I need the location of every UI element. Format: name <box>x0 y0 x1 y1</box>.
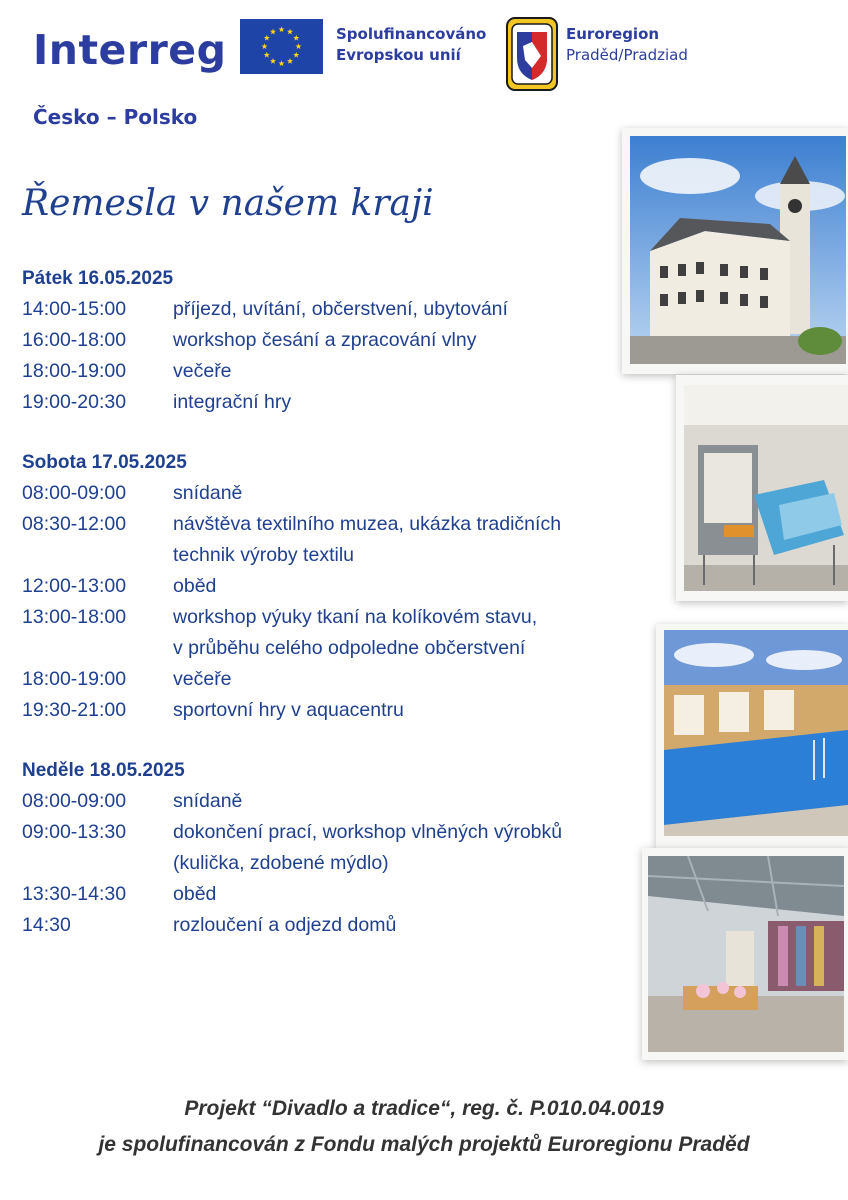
schedule-row <box>22 540 662 571</box>
day-gap <box>22 726 662 755</box>
eu-flag-icon <box>240 19 323 74</box>
photo-frame-textile-museum <box>676 375 848 601</box>
eu-star-icon <box>293 52 299 58</box>
schedule-time: 09:00-13:30 <box>22 821 127 843</box>
schedule-activity: sportovní hry v aquacentru <box>173 699 404 721</box>
schedule-row <box>22 356 662 387</box>
eu-star-icon <box>261 43 267 49</box>
program-schedule <box>22 263 662 941</box>
aquacentre-photo <box>664 630 848 836</box>
schedule-time: 19:00-20:30 <box>22 391 127 413</box>
photo-frame-exhibition <box>642 848 848 1060</box>
schedule-row <box>22 664 662 695</box>
eu-stars-icon <box>240 19 323 74</box>
schedule-activity: příjezd, uvítání, občerstvení, ubytování <box>173 298 508 320</box>
exhibition-photo <box>648 856 844 1052</box>
schedule-row <box>22 786 662 817</box>
footer-line1: Projekt “Divadlo a tradice“, reg. č. P.010.04.0019 <box>184 1097 664 1120</box>
schedule-row <box>22 571 662 602</box>
schedule-time: 18:00-19:00 <box>22 668 127 690</box>
euroregion-badge-icon <box>505 16 559 92</box>
schedule-activity: večeře <box>173 668 232 690</box>
schedule-row <box>22 817 662 848</box>
schedule-activity: snídaně <box>173 482 243 504</box>
schedule-activity: návštěva textilního muzea, ukázka tradičních <box>173 513 562 535</box>
schedule-activity: workshop výuky tkaní na kolíkovém stavu, <box>173 606 538 628</box>
eu-cofinancing-text <box>336 24 486 66</box>
schedule-row <box>22 848 662 879</box>
euroregion-text <box>566 24 688 66</box>
eu-star-icon <box>278 60 284 66</box>
header-logos <box>0 0 848 140</box>
eu-star-icon <box>295 43 301 49</box>
eu-star-icon <box>264 52 270 58</box>
schedule-row <box>22 695 662 726</box>
interreg-logo: Interreg <box>33 26 227 74</box>
schedule-time: 13:30-14:30 <box>22 883 127 905</box>
schedule-time <box>22 633 173 664</box>
euroregion-line2: Praděd/Pradziad <box>566 46 688 64</box>
eu-star-icon <box>287 58 293 64</box>
schedule-activity: oběd <box>173 575 217 597</box>
schedule-time: 13:00-18:00 <box>22 606 127 628</box>
schedule-time: 14:00-15:00 <box>22 298 127 320</box>
euroregion-line1: Euroregion <box>566 25 660 43</box>
textile-museum-photo <box>684 385 848 591</box>
schedule-row <box>22 910 662 941</box>
schedule-time <box>22 848 173 879</box>
eu-star-icon <box>287 29 293 35</box>
program-region: Česko – Polsko <box>33 105 198 129</box>
eu-star-icon <box>264 35 270 41</box>
schedule-row <box>22 879 662 910</box>
page-title: Řemesla v našem kraji <box>22 183 434 224</box>
schedule-time <box>22 540 173 571</box>
photo-frame-aquacentre <box>656 624 848 848</box>
schedule-row <box>22 294 662 325</box>
day-heading: Neděle 18.05.2025 <box>22 760 185 781</box>
footer-line2: je spolufinancován z Fondu malých projektů Euroregionu Praděd <box>98 1133 750 1156</box>
day-heading: Pátek 16.05.2025 <box>22 268 174 289</box>
town-hall-photo <box>630 136 846 364</box>
schedule-activity: (kulička, zdobené mýdlo) <box>173 852 389 874</box>
schedule-time: 08:30-12:00 <box>22 513 127 535</box>
schedule-row <box>22 387 662 418</box>
eu-text-line2: Evropskou unií <box>336 46 461 64</box>
schedule-row <box>22 325 662 356</box>
schedule-row <box>22 602 662 633</box>
eu-star-icon <box>293 35 299 41</box>
day-heading: Sobota 17.05.2025 <box>22 452 187 473</box>
schedule-time: 08:00-09:00 <box>22 482 127 504</box>
eu-star-icon <box>270 29 276 35</box>
schedule-activity: v průběhu celého odpoledne občerstvení <box>173 637 526 659</box>
schedule-time: 12:00-13:00 <box>22 575 127 597</box>
schedule-time: 08:00-09:00 <box>22 790 127 812</box>
photo-frame-town-hall <box>622 128 848 374</box>
eu-star-icon <box>278 26 284 32</box>
schedule-time: 19:30-21:00 <box>22 699 127 721</box>
schedule-activity: workshop česání a zpracování vlny <box>173 329 477 351</box>
eu-text-line1: Spolufinancováno <box>336 25 487 43</box>
schedule-activity: dokončení prací, workshop vlněných výrobků <box>173 821 563 843</box>
day-gap <box>22 418 662 447</box>
schedule-time: 18:00-19:00 <box>22 360 127 382</box>
schedule-time: 16:00-18:00 <box>22 329 127 351</box>
schedule-activity: integrační hry <box>173 391 292 413</box>
schedule-activity: večeře <box>173 360 232 382</box>
schedule-activity: snídaně <box>173 790 243 812</box>
schedule-activity: technik výroby textilu <box>173 544 354 566</box>
schedule-activity: oběd <box>173 883 217 905</box>
schedule-row <box>22 478 662 509</box>
schedule-time: 14:30 <box>22 914 71 936</box>
eu-star-icon <box>270 58 276 64</box>
schedule-row <box>22 509 662 540</box>
schedule-row <box>22 633 662 664</box>
schedule-activity: rozloučení a odjezd domů <box>173 914 397 936</box>
